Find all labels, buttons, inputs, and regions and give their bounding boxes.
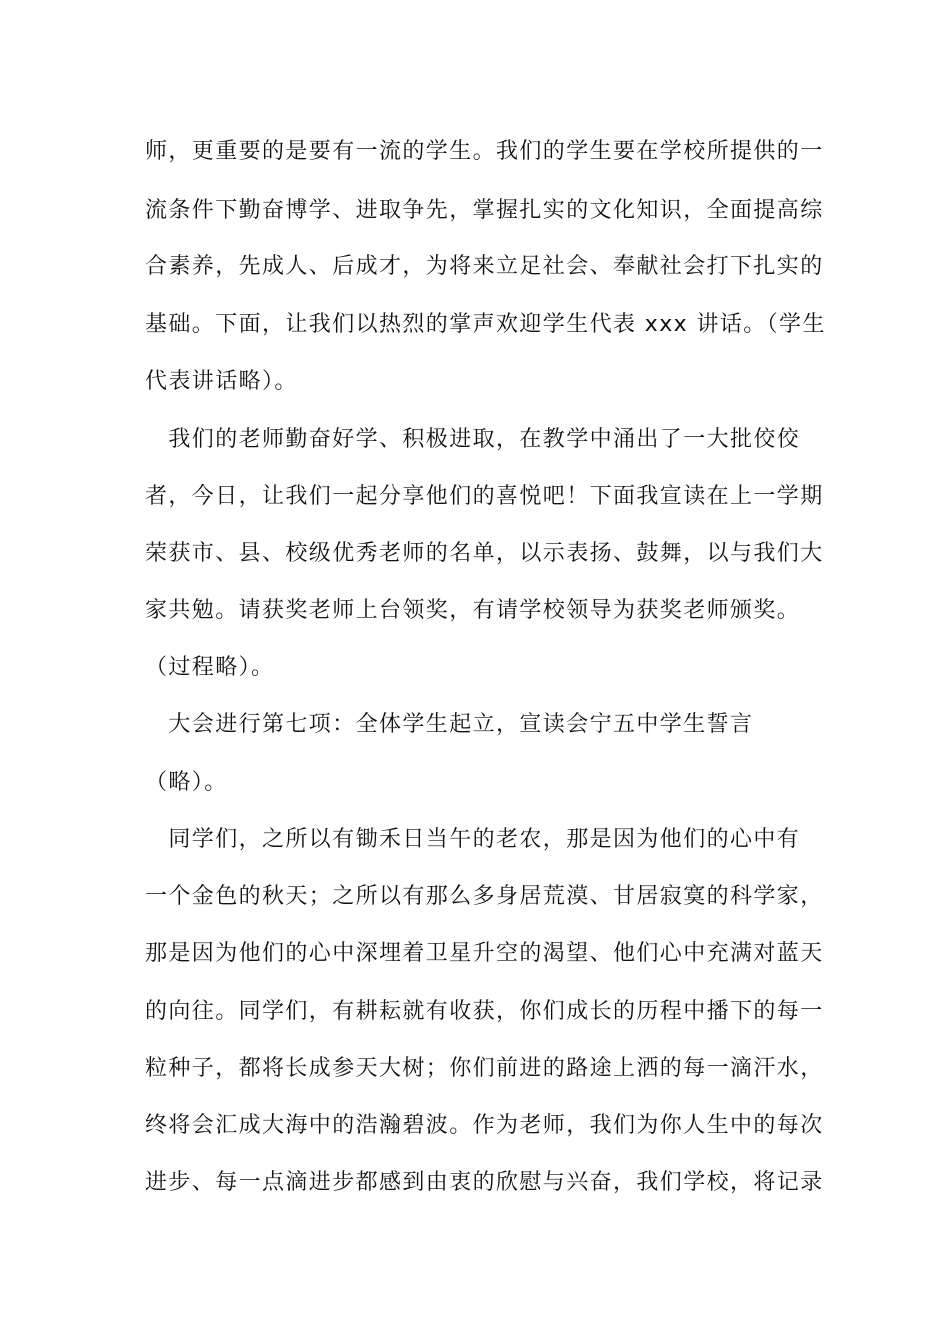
text-line: （过程略）。: [145, 655, 275, 680]
text-line: 的向往。同学们，有耕耘就有收获，你们成长的历程中播下的每一: [145, 999, 824, 1024]
text-line: 基础。下面，让我们以热烈的掌声欢迎学生代表 xxx 讲话。（学生: [145, 312, 826, 337]
text-line: 大会进行第七项：全体学生起立，宣读会宁五中学生誓言: [145, 712, 754, 737]
text-line: 终将会汇成大海中的浩瀚碧波。作为老师，我们为你人生中的每次: [145, 1113, 824, 1138]
text-line: 流条件下勤奋博学、进取争先，掌握扎实的文化知识，全面提高综: [145, 198, 824, 223]
text-line: （略）。: [145, 770, 228, 795]
text-line: 进步、每一点滴进步都感到由衷的欣慰与兴奋，我们学校，将记录: [145, 1170, 824, 1195]
text-line: 我们的老师勤奋好学、积极进取，在教学中涌出了一大批佼佼: [145, 427, 801, 452]
text-line: 荣获市、县、校级优秀老师的名单，以示表扬、鼓舞，以与我们大: [145, 541, 824, 566]
text-line: 家共勉。请获奖老师上台领奖，有请学校领导为获奖老师颁奖。: [145, 598, 801, 623]
text-line: 那是因为他们的心中深埋着卫星升空的渴望、他们心中充满对蓝天: [145, 941, 824, 966]
text-line: 代表讲话略）。: [145, 369, 298, 394]
text-line: 一个金色的秋天；之所以有那么多身居荒漠、甘居寂寞的科学家，: [145, 884, 824, 909]
text-line: 同学们，之所以有锄禾日当午的老农，那是因为他们的心中有: [145, 827, 801, 852]
text-line: 粒种子，都将长成参天大树；你们前进的路途上洒的每一滴汗水，: [145, 1056, 824, 1081]
text-line: 者，今日，让我们一起分享他们的喜悦吧！下面我宣读在上一学期: [145, 484, 824, 509]
text-line: 合素养，先成人、后成才，为将来立足社会、奉献社会打下扎实的: [145, 254, 824, 279]
text-line: 师，更重要的是要有一流的学生。我们的学生要在学校所提供的一: [145, 139, 824, 164]
